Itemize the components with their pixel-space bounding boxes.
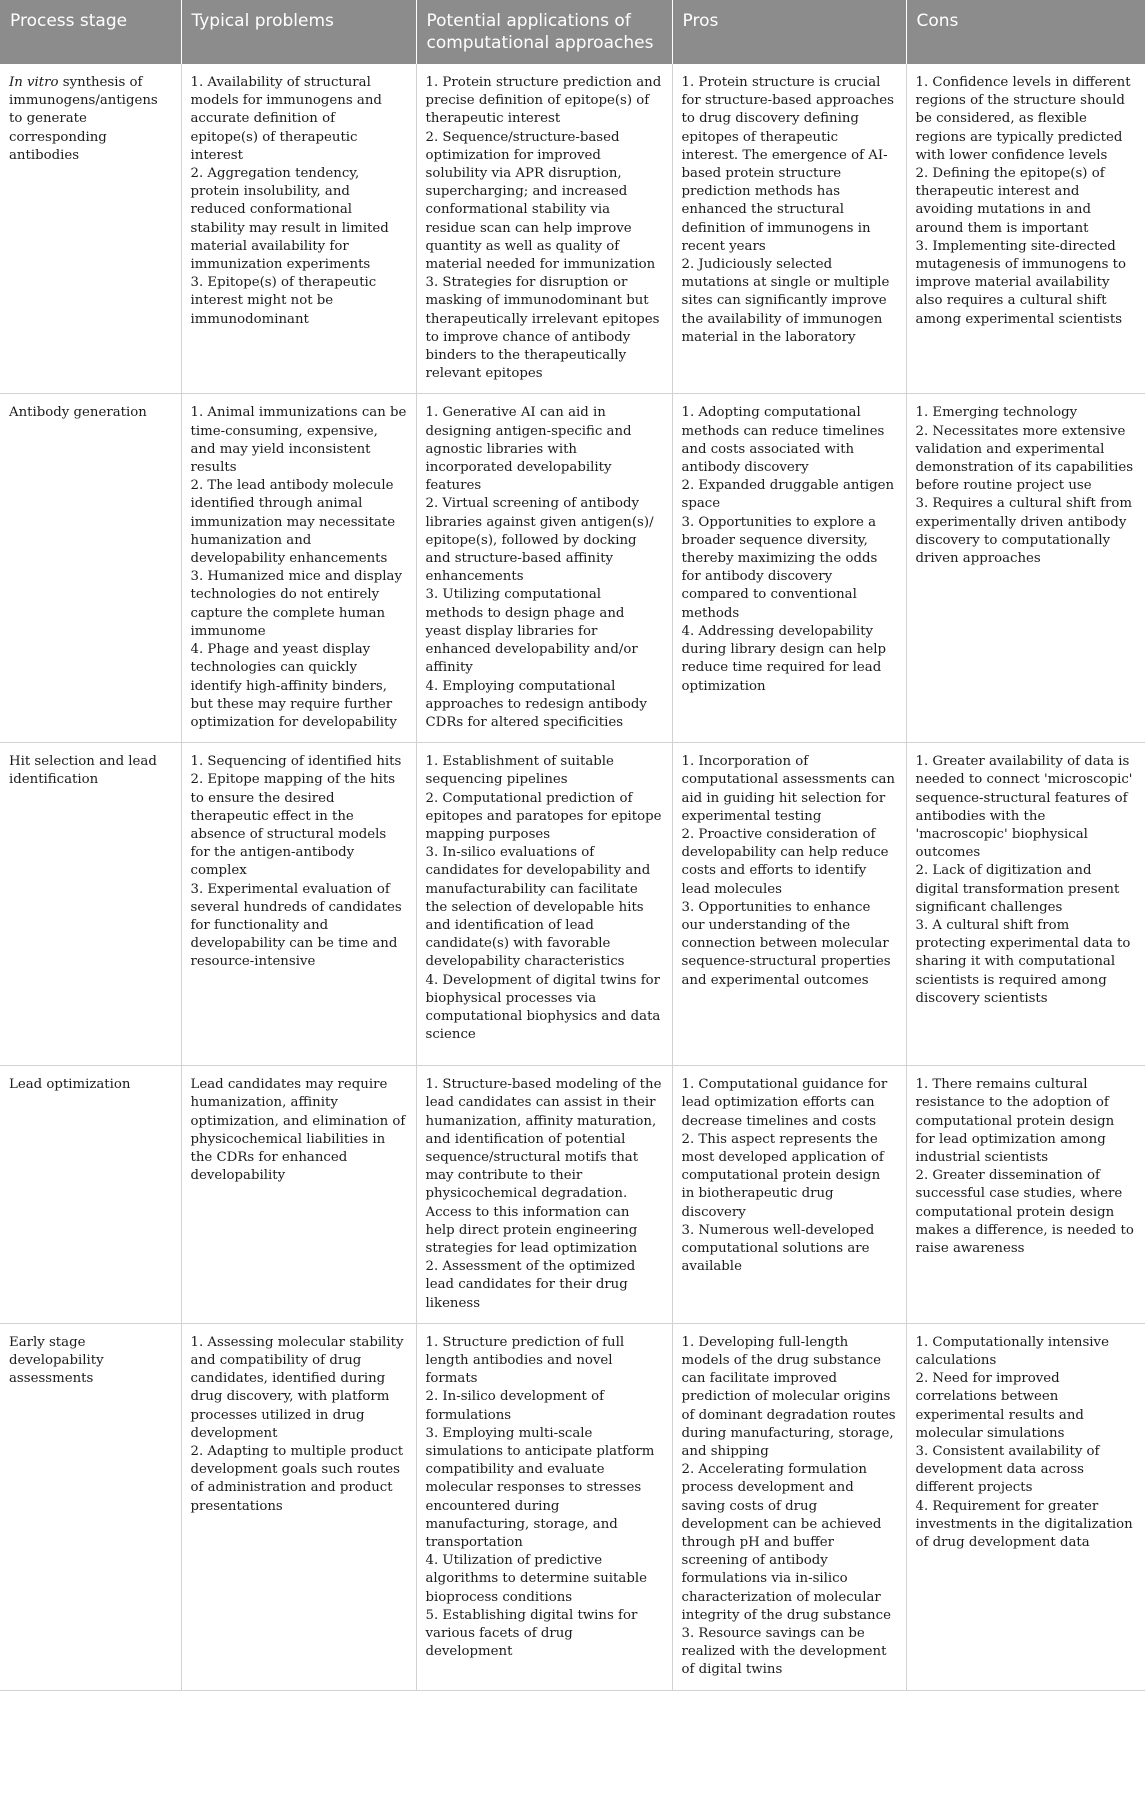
stage-text: Antibody generation (9, 405, 147, 421)
list-item: 1. Structure prediction of full length antibodies and novel formats (425, 1334, 625, 1387)
list-item: 2. Necessitates more extensive validation and experimental demonstration of its capabilities before routine project use (915, 423, 1134, 494)
list-item: 2. Defining the epitope(s) of therapeutic interest and avoiding mutations in and around them is important (915, 166, 1105, 236)
list-item: 3. Strategies for disruption or masking of immunodominant but therapeutically irrelevant epitopes to improve chance of antibody binders to the therapeutically relevant epitopes (425, 275, 660, 382)
list-item: 3. Requires a cultural shift from experimentally driven antibody discovery to computationally driven approaches (915, 496, 1133, 567)
header-pros: Pros (672, 0, 906, 64)
list-item: 2. Lack of digitization and digital transformation present significant challenges (915, 863, 1120, 915)
list-item: 3. Implementing site-directed mutagenesis of immunogens to improve material availability also requires a cultural shift among experimental scientists (915, 238, 1126, 327)
list-item: 2. Virtual screening of antibody libraries against given antigen(s)/ epitope(s), followed by docking and structure-based affinity enhancements (425, 496, 654, 585)
cell-typical-problems (181, 394, 416, 743)
header-process-stage: Process stage (0, 0, 181, 64)
table-row (0, 64, 1145, 394)
list-item: 3. Employing multi-scale simulations to anticipate platform compatibility and evaluate molecular responses to stresses encountered during manufacturing, storage, and transportation (425, 1425, 655, 1550)
list-item: 2. Accelerating formulation process development and saving costs of drug development can be achieved through pH and buffer screening of antibody formulations via in-silico characterization of molecular integrity of the drug substance (681, 1462, 891, 1623)
list-item: 1. Animal immunizations can be time-consuming, expensive, and may yield inconsistent results (190, 405, 407, 476)
list-item: 3. Opportunities to enhance our understanding of the connection between molecular sequence-structural properties and experimental outcomes (681, 899, 891, 988)
list-item: 1. Protein structure prediction and precise definition of epitope(s) of therapeutic interest (425, 75, 662, 127)
list-item: 1. Establishment of suitable sequencing pipelines (425, 754, 614, 788)
table-row (0, 743, 1145, 1066)
list-item: 3. Epitope(s) of therapeutic interest might not be immunodominant (190, 275, 377, 327)
cell-pros (672, 394, 906, 743)
list-item: 3. Utilizing computational methods to design phage and yeast display libraries for enhanced developability and/or affinity (425, 587, 638, 676)
cell-process-stage (0, 394, 181, 743)
cell-applications (416, 1323, 672, 1690)
list-item: 1. Confidence levels in different regions of the structure should be considered, as flexible regions are typically predicted with lower confidence levels (915, 75, 1131, 163)
list-item: 1. Greater availability of data is needed to connect 'microscopic' sequence-structural features of antibodies with the 'macroscopic' biophysical outcomes (915, 754, 1133, 861)
list-item: 3. Experimental evaluation of several hundreds of candidates for functionality and developability can be time and resource-intensive (190, 881, 402, 970)
header-applications: Potential applications of computational approaches (416, 0, 672, 64)
list-item: 2. Need for improved correlations between experimental results and molecular simulations (915, 1371, 1084, 1441)
list-item: 4. Employing computational approaches to redesign antibody CDRs for altered specificities (425, 678, 647, 730)
list-item: 4. Development of digital twins for biophysical processes via computational biophysics and data science (425, 972, 661, 1043)
list-item: 1. Generative AI can aid in designing antigen-specific and agnostic libraries with incorporated developability features (425, 405, 632, 494)
cell-typical-problems (181, 1323, 416, 1690)
cell-process-stage (0, 64, 181, 394)
list-item: 2. The lead antibody molecule identified through animal immunization may necessitate humanization and developability enhancements (190, 478, 396, 567)
cell-applications (416, 743, 672, 1066)
list-item: 1. Computational guidance for lead optimization efforts can decrease timelines and costs (681, 1077, 888, 1129)
list-item: 2. In-silico development of formulations (425, 1389, 605, 1423)
list-item: 1. Computationally intensive calculations (915, 1334, 1109, 1368)
list-item: 1. Protein structure is crucial for structure-based approaches to drug discovery defining epitopes of therapeutic interest. The emergence of AI-based protein structure prediction methods has enhanced the structural definition of immunogens in recent years (681, 75, 894, 254)
list-item: 1. Sequencing of identified hits (190, 754, 402, 770)
cell-cons (906, 743, 1145, 1066)
table-row (0, 394, 1145, 743)
list-item: 4. Utilization of predictive algorithms to determine suitable bioprocess conditions (425, 1553, 647, 1605)
list-item: 1. Adopting computational methods can reduce timelines and costs associated with antibody discovery (681, 405, 885, 476)
cell-applications (416, 64, 672, 394)
list-item: 3. Consistent availability of development data across different projects (915, 1443, 1100, 1496)
stage-text: Hit selection and lead identification (9, 754, 157, 788)
list-item: 4. Addressing developability during library design can help reduce time required for lead optimization (681, 623, 887, 694)
list-item: 3. A cultural shift from protecting experimental data to sharing it with computational scientists is required among discovery scientists (915, 917, 1131, 1006)
list-item: 1. Incorporation of computational assessments can aid in guiding hit selection for experimental testing (681, 754, 895, 824)
cell-cons (906, 64, 1145, 394)
list-item: 2. Adapting to multiple product development goals such routes of administration and product presentations (190, 1443, 404, 1514)
list-item: 3. Opportunities to explore a broader sequence diversity, thereby maximizing the odds for antibody discovery compared to conventional methods (681, 514, 878, 621)
stage-italic-text: In vitro (9, 75, 59, 90)
header-typical-problems: Typical problems (181, 0, 416, 64)
header-row (0, 0, 1145, 64)
cell-process-stage (0, 1323, 181, 1690)
cell-process-stage (0, 743, 181, 1066)
list-item: 2. Epitope mapping of the hits to ensure the desired therapeutic effect in the absence of structural models for the antigen-antibody complex (190, 772, 396, 879)
cell-pros (672, 1066, 906, 1324)
list-item: 4. Phage and yeast display technologies can quickly identify high-affinity binders, but these may require further optimization for developability (190, 642, 397, 730)
list-item: 3. Numerous well-developed computational solutions are available (681, 1222, 875, 1275)
list-item: 1. Emerging technology (915, 405, 1078, 421)
cell-cons (906, 1066, 1145, 1324)
list-item: 2. Expanded druggable antigen space (681, 478, 895, 512)
cell-applications (416, 1066, 672, 1324)
cell-pros (672, 1323, 906, 1690)
table-row (0, 1323, 1145, 1690)
cell-cons (906, 1323, 1145, 1690)
cell-typical-problems (181, 1066, 416, 1324)
cell-typical-problems (181, 64, 416, 394)
list-item: 1. Structure-based modeling of the lead candidates can assist in their humanization, affinity maturation, and identification of potential sequence/structural motifs that may contribute to their physicochemical degradation. Access to this information can help direct protein engineering strategies for lead optimization (425, 1077, 662, 1256)
list-item: 3. Resource savings can be realized with the development of digital twins (681, 1626, 887, 1678)
list-item: 1. Developing full-length models of the drug substance can facilitate improved prediction of molecular origins of dominant degradation routes during manufacturing, storage, and shipping (681, 1334, 896, 1459)
list-item: 1. Assessing molecular stability and compatibility of drug candidates, identified during drug discovery, with platform processes utilized in drug development (190, 1334, 404, 1441)
stage-text: Lead optimization (9, 1077, 131, 1093)
list-item: 2. Assessment of the optimized lead candidates for their drug likeness (425, 1259, 636, 1311)
cell-typical-problems (181, 743, 416, 1066)
cell-pros (672, 64, 906, 394)
list-item: 2. Sequence/structure-based optimization for improved solubility via APR disruption, supercharging; and increased conformational stability via residue scan can help improve quantity as well as quality of material needed for immunization (425, 129, 656, 273)
table-body (0, 64, 1145, 1690)
list-item: 2. Aggregation tendency, protein insolubility, and reduced conformational stability may result in limited material availability for immunization experiments (190, 166, 389, 273)
stage-text: synthesis of immunogens/antigens to generate corresponding antibodies (9, 75, 158, 163)
list-item: 2. Proactive consideration of developability can help reduce costs and efforts to identify lead molecules (681, 826, 889, 897)
list-item: 5. Establishing digital twins for various facets of drug development (425, 1607, 638, 1660)
list-item: 4. Requirement for greater investments in the digitalization of drug development data (915, 1498, 1133, 1550)
list-item: 2. Judiciously selected mutations at single or multiple sites can significantly improve the availability of immunogen material in the laboratory (681, 257, 890, 345)
cell-pros (672, 743, 906, 1066)
cell-process-stage (0, 1066, 181, 1324)
list-item: 3. In-silico evaluations of candidates for developability and manufacturability can facilitate the selection of developable hits and identification of lead candidate(s) with favorable developability characteristics (425, 845, 651, 970)
list-item: 1. There remains cultural resistance to the adoption of computational protein design for lead optimization among industrial scientists (915, 1077, 1115, 1165)
table-row (0, 1066, 1145, 1324)
stage-text: Early stage developability assessments (9, 1334, 104, 1387)
cell-applications (416, 394, 672, 743)
list-item: 1. Availability of structural models for immunogens and accurate definition of epitope(s) of therapeutic interest (190, 75, 382, 163)
list-item: 3. Humanized mice and display technologies do not entirely capture the complete human immunome (190, 569, 402, 639)
list-item: 2. Greater dissemination of successful case studies, where computational protein design makes a difference, is needed to raise awareness (915, 1168, 1134, 1256)
list-item: 2. Computational prediction of epitopes and paratopes for epitope mapping purposes (425, 790, 662, 842)
list-item: Lead candidates may require humanization, affinity optimization, and elimination of physicochemical liabilities in the CDRs for enhanced developability (190, 1077, 406, 1184)
cell-cons (906, 394, 1145, 743)
header-cons: Cons (906, 0, 1145, 64)
table-header (0, 0, 1145, 64)
list-item: 2. This aspect represents the most developed application of computational protein design in biotherapeutic drug discovery (681, 1131, 884, 1220)
